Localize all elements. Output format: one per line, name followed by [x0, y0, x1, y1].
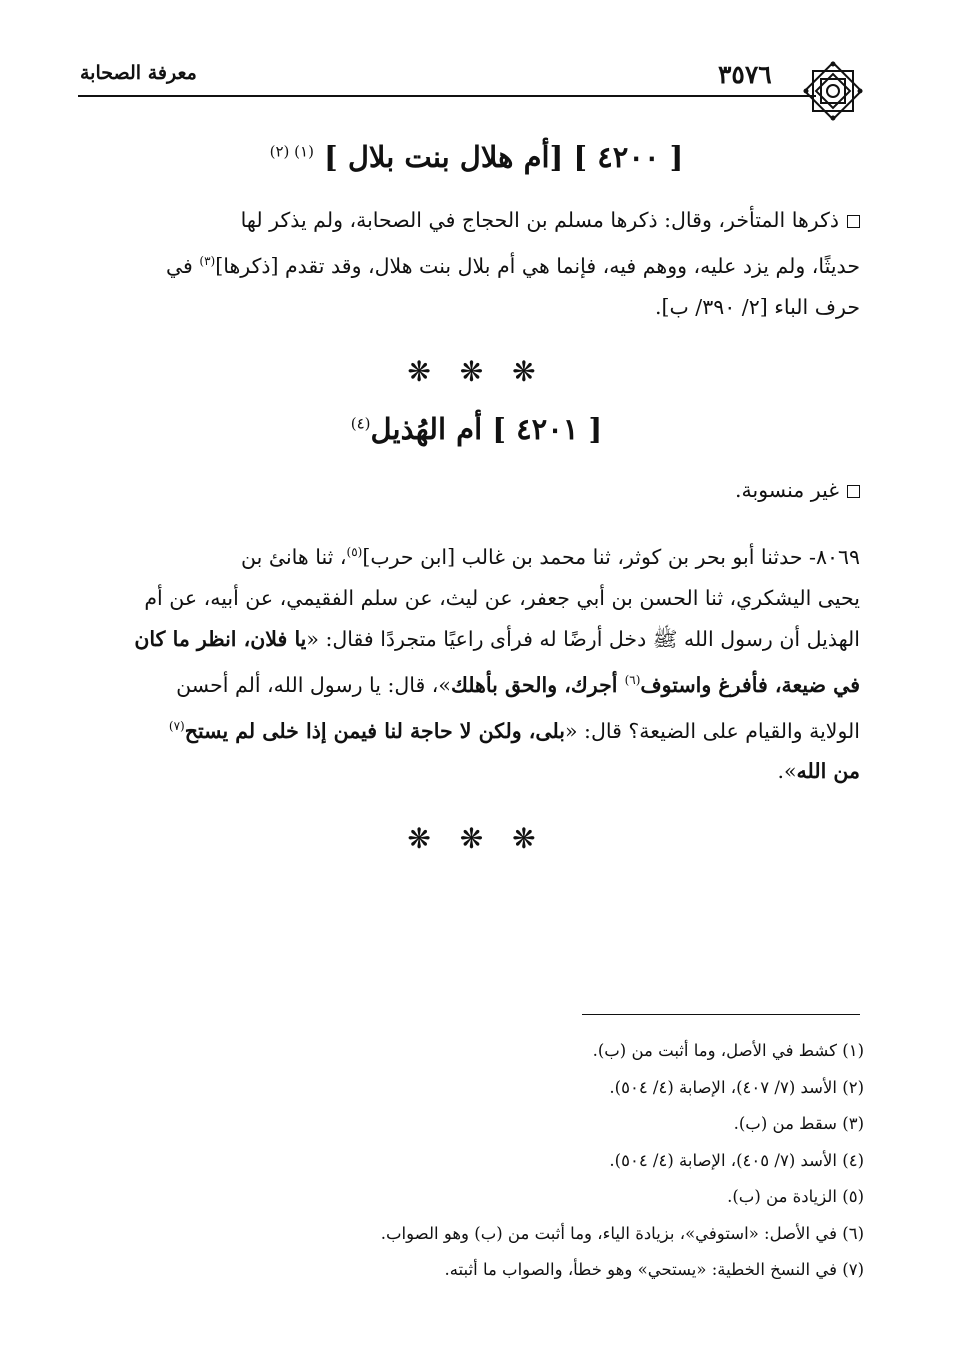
entry-4200-heading: [0, 140, 953, 174]
square-bullet-icon: [847, 485, 860, 498]
text-line: الهذيل أن رسول الله ﷺ دخل أرضًا له فرأى راعيًا متجردًا فقال: «يا فلان، انظر ما كان: [134, 626, 860, 651]
footnote-1: (١) كشط في الأصل، وما أثبت من (ب).: [592, 1041, 864, 1060]
star-ornament-icon: [802, 60, 864, 122]
footnote-ref-7: (٧): [168, 718, 185, 733]
header-rule: [78, 95, 816, 97]
text-line: حرف الباء [٢/ ٣٩٠/ ب].: [654, 294, 860, 319]
entry-4200-paragraph: [96, 200, 860, 328]
footnote-3: (٣) سقط من (ب).: [733, 1114, 864, 1133]
footnote-rule: [582, 1014, 860, 1015]
text-line: الولاية والقيام على الضيعة؟ قال: «بلى، ولكن لا حاجة لنا فيمن إذا خلى لم يستح$^{(٧)}$: [168, 718, 860, 743]
footnote-ref-5: (٥): [346, 545, 363, 559]
star-separator: ❋ ❋ ❋: [407, 822, 546, 855]
text-line: ذكرها المتأخر، وقال: ذكرها مسلم بن الحجاج في الصحابة، ولم يذكر لها: [96, 200, 860, 241]
entry-4201-status: غير منسوبة.: [96, 470, 860, 511]
text-line: من الله».: [777, 759, 860, 784]
entry-4200-footnote-refs: (١) (٢): [269, 142, 314, 161]
entry-4201-footnote-ref: (٤): [350, 414, 371, 433]
footnote-ref-6: (٦): [624, 672, 641, 687]
entry-4200-number: [ ٤٢٠٠ ]: [573, 140, 684, 174]
square-bullet-icon: [847, 215, 860, 228]
footnote-4: (٤) الأسد (٧/ ٤٠٥)، الإصابة (٤/ ٥٠٤).: [609, 1150, 864, 1170]
footnote-5: (٥) الزيادة من (ب).: [727, 1187, 864, 1206]
entry-4200-title: [أم هلال بنت بلال ]: [324, 140, 564, 174]
footnote-ref-3: (٣): [199, 254, 216, 268]
entry-4201-number: [ ٤٢٠١ ]: [492, 412, 603, 446]
text-line: يحيى اليشكري، ثنا الحسن بن أبي جعفر، عن ليث، عن سلم الفقيمي، عن أبيه، عن أم: [144, 585, 860, 610]
text-line: ٨٠٦٩- حدثنا أبو بحر بن كوثر، ثنا محمد بن غالب [ابن حرب]$^{(٥)}$، ثنا هانئ بن: [241, 544, 860, 569]
footnote-7: (٧) في النسخ الخطية: «يستحي» وهو خطأ، والصواب ما أثبته.: [444, 1260, 864, 1279]
entry-4201-title: أم الهُذيل: [370, 412, 483, 446]
hadith-number: ٨٠٦٩: [815, 544, 860, 569]
footnote-6: (٦) في الأصل: «استوفي»، بزيادة الياء، وما أثبت من (ب) وهو الصواب.: [380, 1223, 864, 1243]
text-line: في ضيعة، فأفرغ واستوف$^{(٦)}$ أجرك، والحق بأهلك»، قال: يا رسول الله، ألم أحسن: [176, 672, 860, 697]
star-separator: ❋ ❋ ❋: [407, 355, 546, 388]
entry-4201-heading: [0, 412, 953, 446]
hadith-paragraph: [96, 532, 860, 792]
footnotes: [96, 1033, 864, 1289]
text-line: حديثًا، ولم يزد عليه، ووهم فيه، فإنما هي أم بلال بنت هلال، وقد تقدم [ذكرها]$^{(٣)}$ في: [165, 253, 860, 278]
page-number: ٣٥٧٦: [718, 60, 772, 89]
running-title: معرفة الصحابة: [80, 62, 197, 84]
footnote-2: (٢) الأسد (٧/ ٤٠٧)، الإصابة (٤/ ٥٠٤).: [609, 1077, 864, 1097]
